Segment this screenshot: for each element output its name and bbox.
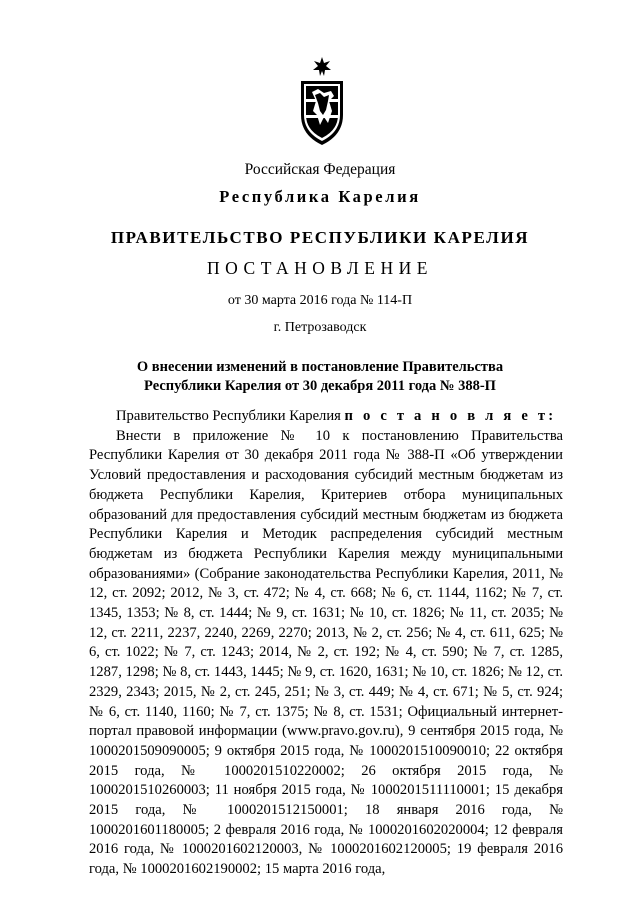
intro-paragraph — [89, 407, 563, 427]
document-subject — [0, 358, 640, 396]
subject-line-1: О внесении изменений в постановление Правительства — [136, 359, 504, 375]
star-icon — [313, 57, 331, 76]
subject-line-2: Республики Карелия от 30 декабря 2011 года № 388-П — [144, 378, 496, 394]
karelia-coat-of-arms-icon — [298, 55, 346, 147]
resolves-text: п о с т а н о в л я е т: — [344, 408, 557, 424]
intro-text: Правительство Республики Карелия — [116, 408, 345, 424]
republic-name: Республика Карелия — [219, 187, 421, 206]
government-title: ПРАВИТЕЛЬСТВО РЕСПУБЛИКИ КАРЕЛИЯ — [110, 228, 530, 247]
country-name: Российская Федерация — [244, 161, 396, 178]
city: г. Петрозаводск — [273, 320, 367, 335]
document-body — [89, 407, 563, 880]
document-type: ПОСТАНОВЛЕНИЕ — [207, 258, 433, 278]
main-paragraph: Внести в приложение № 10 к постановлению Правительства Республики Карелия от 30 декабря 2011 года № 388-П «Об утверждении Условий предоставления и расходования субсидий местным бюджетам из бюджета Республики Карелия, Критериев отбора муниципальных образований для предоставления субсидий местным бюджетам из бюджета Республики Карелия и Методик распределения субсидий местным бюджетам из бюджета Республики Карелия между муниципальными образованиями» (Собрание законодательства Республики Карелия, 2011, № 12, ст. 2092; 2012, № 3, ст. 472; № 4, ст. 668; № 6, ст. 1144, 1162; № 7, ст. 1345, 1353; № 8, ст. 1444; № 9, ст. 1631; № 10, ст. 1826; № 11, ст. 2035; № 12, ст. 2211, 2237, 2240, 2269, 2270; 2013, № 2, ст. 256; № 4, ст. 611, 625; № 6, ст. 1022; № 7, ст. 1243; 2014, № 2, ст. 192; № 4, ст. 590; № 7, ст. 1285, 1287, 1298; № 8, ст. 1443, 1445; № 9, ст. 1620, 1631; № 10, ст. 1826; № 12, ст. 2329, 2343; 2015, № 2, ст. 245, 251; № 3, ст. 449; № 4, ст. 671; № 5, ст. 924; № 6, ст. 1140, 1160; № 7, ст. 1375; № 8, ст. 1531; Официальный интернет-портал правовой информации (www.pravo.gov.ru), 9 сентября 2015 года, № 1000201509090005; 9 октября 2015 года, № 1000201510090010; 22 октября 2015 года, № 1000201510220002; 26 октября 2015 года, № 1000201510260003; 11 ноября 2015 года, № 1000201511110001; 15 декабря 2015 года, № 1000201512150001; 18 января 2016 года, № 1000201601180005; 2 февраля 2016 года, № 1000201602020004; 12 февраля 2016 года, № 1000201602120003, № 1000201602120005; 19 февраля 2016 года, № 1000201602190002; 15 марта 2016 года, — [89, 427, 563, 878]
date-and-number: от 30 марта 2016 года № 114-П — [227, 293, 413, 308]
